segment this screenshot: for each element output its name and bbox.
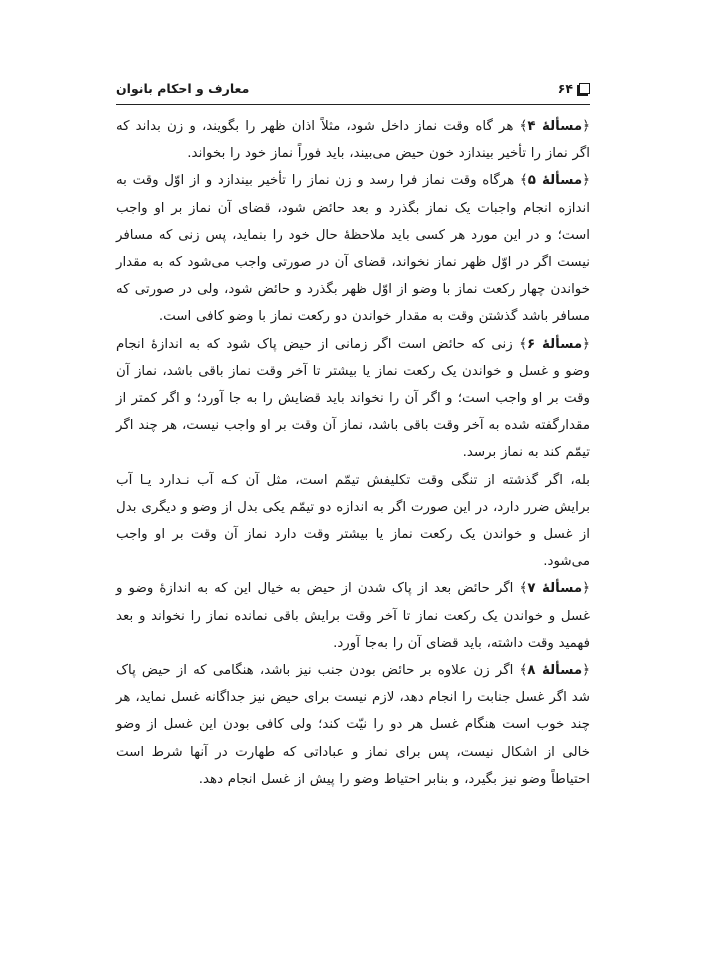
paragraph-text: بله، اگر گذشته از تنگی وقت تکلیفش تیمّم است، مثل آن کـه آب نـدارد یـا آب برایش ضرر دارد، در این صورت اگر به اندازه دو تیمّم یکی بدل از وضو و دیگری بدل از غسل و خواندن یک رکعت نماز یا بیشتر وقت دارد نماز آن وقت بر او واجب می‌شود.: [116, 472, 590, 570]
paragraph: [116, 575, 590, 657]
page-number-group: [558, 81, 590, 96]
masale-label: ﴿مسألهٔ ۵﴾: [519, 173, 590, 189]
paragraph-text: هرگاه وقت نماز فرا رسد و زن نماز را تأخیر بیندازد و از اوّل وقت به اندازه انجام واجبات یک نماز بگذرد و بعد حائض شود، قضای آن نماز بر او واجب است؛ و در این مورد هر کسی باید ملاحظهٔ حال خود را بنماید، پس زنی که مسافر نیست اگر در اوّل ظهر نماز نخواند، قضای آن در صورتی واجب می‌شود که به مقدار خواندن چهار رکعت نماز با وضو از اوّل ظهر بگذرد و حائض شود، ولی در صورتی که مسافر باشد گذشتن وقت به مقدار خواندن دو رکعت نماز با وضو کافی است.: [116, 173, 590, 325]
document-page: [116, 76, 590, 793]
masale-label: ﴿مسألهٔ ۸﴾: [519, 663, 590, 679]
page-number: ۶۴: [557, 80, 573, 96]
body-text: [116, 113, 590, 793]
paragraph-text: زنی که حائض است اگر زمانی از حیض پاک شود که به اندازهٔ انجام وضو و غسل و خواندن یک رکعت نماز یا بیشتر تا آخر وقت نماز باقی باشد، نماز آن وقت بر او واجب است؛ و اگر آن را نخواند باید قضایش را به جا آورد؛ و اگر کمتر از مقدارگفته شده به آخر وقت باقی باشد، نماز آن وقت بر او واجب نیست، هر چند اگر تیمّم کند به نماز برسد.: [116, 336, 590, 461]
paragraph: [116, 113, 590, 167]
page-header: [116, 76, 590, 100]
square-box-icon: [579, 83, 590, 94]
paragraph: [116, 331, 590, 467]
masale-label: ﴿مسألهٔ ۶﴾: [519, 336, 590, 352]
header-rule: [116, 104, 590, 105]
paragraph-text: هر گاه وقت نماز داخل شود، مثلاً اذان ظهر را بگویند، و زن بداند که اگر نماز را تأخیر بیندازد خون حیض می‌بیند، باید فوراً نماز خود را بخواند.: [116, 119, 590, 162]
paragraph-text: اگر زن علاوه بر حائض بودن جنب نیز باشد، هنگامی که از حیض پاک شد اگر غسل جنابت را انجام دهد، لازم نیست برای حیض نیز جداگانه غسل نماید، هر چند خوب است هنگام غسل هر دو را نیّت کند؛ ولی کافی بودن این غسل از وضو خالی از اشکال نیست، پس برای نماز و عباداتی که طهارت در آنها شرط است احتیاطاً وضو نیز بگیرد، و بنابر احتیاط وضو را پیش از غسل انجام دهد.: [116, 663, 590, 787]
masale-label: ﴿مسألهٔ ۷﴾: [519, 581, 590, 597]
paragraph: [116, 467, 590, 576]
paragraph: [116, 167, 590, 330]
paragraph: [116, 657, 590, 793]
paragraph-text: اگر حائض بعد از پاک شدن از حیض به خیال این که به اندازهٔ وضو و غسل و خواندن یک رکعت نماز تا آخر وقت برایش باقی نمانده نماز را نخواند و بعد فهمید وقت داشته، باید قضای آن را به‌جا آورد.: [116, 581, 590, 651]
masale-label: ﴿مسألهٔ ۴﴾: [519, 119, 590, 134]
book-title: معارف و احکام بانوان: [116, 80, 250, 96]
